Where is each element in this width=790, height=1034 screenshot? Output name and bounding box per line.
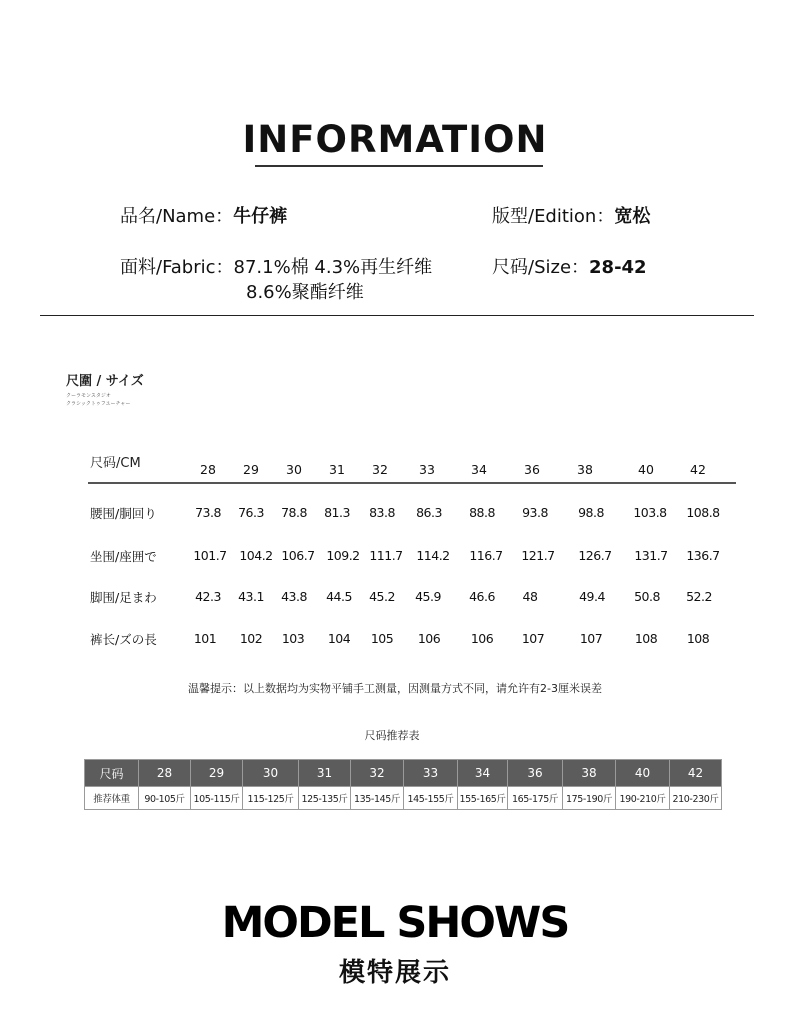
edition-value: 宽松	[614, 206, 651, 227]
recommend-weight: 125-135斤	[299, 787, 351, 810]
cell: 81.3	[324, 505, 350, 520]
recommend-weight: 210-230斤	[670, 787, 722, 810]
cell: 43.1	[238, 589, 264, 604]
cell: 103	[281, 631, 305, 646]
recommend-size-label: 尺码	[85, 760, 139, 787]
cell: 109.2	[326, 548, 360, 563]
recommend-weight: 90-105斤	[139, 787, 191, 810]
cell: 105	[370, 631, 394, 646]
cell: 101.7	[193, 548, 227, 563]
recommend-weight: 175-190斤	[563, 787, 616, 810]
size-col-29: 29	[243, 462, 259, 477]
recommend-size: 28	[139, 760, 191, 787]
recommend-weight: 145-155斤	[404, 787, 458, 810]
cell: 73.8	[195, 505, 221, 520]
size-col-38: 38	[577, 462, 593, 477]
recommend-size: 30	[243, 760, 299, 787]
recommend-size: 33	[404, 760, 458, 787]
product-size	[492, 253, 647, 279]
cell: 49.4	[579, 589, 605, 604]
cell: 111.7	[369, 548, 403, 563]
recommend-weight-row	[85, 787, 722, 810]
cell: 104	[327, 631, 351, 646]
cell: 78.8	[281, 505, 307, 520]
size-col-30: 30	[286, 462, 302, 477]
recommend-weight: 115-125斤	[243, 787, 299, 810]
cell: 107	[579, 631, 603, 646]
recommend-weight: 155-165斤	[458, 787, 508, 810]
cell: 108.8	[686, 505, 720, 520]
size-chart-jp-title: 尺圍 / サイズ	[66, 374, 144, 389]
size-col-34: 34	[471, 462, 487, 477]
page-title: INFORMATION	[242, 118, 548, 161]
cell: 83.8	[369, 505, 395, 520]
name-value: 牛仔裤	[233, 206, 288, 227]
cell: 121.7	[521, 548, 555, 563]
size-col-36: 36	[524, 462, 540, 477]
name-label: 品名/Name：	[120, 206, 234, 227]
fabric-label: 面料/Fabric：	[120, 257, 234, 278]
row-label-hip: 坐围/座囲で	[90, 549, 157, 564]
cell: 106	[470, 631, 494, 646]
cell: 52.2	[686, 589, 712, 604]
product-fabric	[120, 253, 432, 279]
measurement-tip: 温馨提示：以上数据均为实物平铺手工测量，因测量方式不同，请允许有2-3厘米误差	[188, 682, 602, 695]
recommend-title: 尺码推荐表	[364, 729, 420, 742]
cell: 108	[686, 631, 710, 646]
size-chart-jp-sub1: クーラモンスタジオ	[66, 393, 111, 399]
size-col-42: 42	[690, 462, 706, 477]
recommend-weight: 190-210斤	[616, 787, 670, 810]
cell: 98.8	[578, 505, 604, 520]
recommend-weight: 135-145斤	[351, 787, 404, 810]
cell: 42.3	[195, 589, 221, 604]
cell: 50.8	[634, 589, 660, 604]
size-chart-header-line	[88, 482, 736, 484]
cell: 136.7	[686, 548, 720, 563]
cell: 106	[417, 631, 441, 646]
cell: 107	[521, 631, 545, 646]
model-shows-title: MODEL SHOWS	[221, 898, 569, 948]
row-label-waist: 腰围/胴回り	[90, 506, 157, 521]
cell: 126.7	[578, 548, 612, 563]
cell: 131.7	[634, 548, 668, 563]
cell: 116.7	[469, 548, 503, 563]
recommend-weight: 165-175斤	[508, 787, 563, 810]
size-col-28: 28	[200, 462, 216, 477]
fabric-line2: 8.6%聚酯纤维	[246, 282, 364, 303]
cell: 93.8	[522, 505, 548, 520]
size-chart-jp-sub2: クラシックトゥフユーチャー	[66, 401, 131, 407]
cell: 48	[522, 589, 538, 604]
cell: 114.2	[416, 548, 450, 563]
section-divider	[40, 315, 754, 316]
size-chart-header-label: 尺码/CM	[90, 456, 141, 471]
recommend-size: 40	[616, 760, 670, 787]
model-shows-subtitle: 模特展示	[338, 958, 451, 988]
size-col-32: 32	[372, 462, 388, 477]
recommend-size: 36	[508, 760, 563, 787]
recommend-size: 34	[458, 760, 508, 787]
cell: 106.7	[281, 548, 315, 563]
cell: 104.2	[239, 548, 273, 563]
recommend-weight: 105-115斤	[191, 787, 243, 810]
size-value: 28-42	[589, 257, 647, 278]
cell: 103.8	[633, 505, 667, 520]
size-recommend-table	[84, 759, 722, 810]
fabric-line1: 87.1%棉 4.3%再生纤维	[233, 257, 433, 278]
title-underline	[255, 165, 543, 167]
cell: 43.8	[281, 589, 307, 604]
cell: 101	[193, 631, 217, 646]
cell: 76.3	[238, 505, 264, 520]
recommend-weight-label: 推荐体重	[85, 787, 139, 810]
edition-label: 版型/Edition：	[492, 206, 615, 227]
recommend-size: 29	[191, 760, 243, 787]
cell: 46.6	[469, 589, 495, 604]
row-label-leg-opening: 脚围/足まわ	[90, 590, 157, 605]
recommend-size: 38	[563, 760, 616, 787]
recommend-size: 31	[299, 760, 351, 787]
size-col-33: 33	[419, 462, 435, 477]
cell: 44.5	[326, 589, 352, 604]
cell: 45.9	[415, 589, 441, 604]
cell: 86.3	[416, 505, 442, 520]
cell: 45.2	[369, 589, 395, 604]
row-label-length: 裤长/ズの長	[90, 632, 157, 647]
recommend-size: 42	[670, 760, 722, 787]
product-name	[120, 202, 287, 228]
size-col-40: 40	[638, 462, 654, 477]
size-col-31: 31	[329, 462, 345, 477]
cell: 102	[239, 631, 263, 646]
cell: 88.8	[469, 505, 495, 520]
product-edition	[492, 202, 650, 228]
size-label: 尺码/Size：	[492, 257, 590, 278]
recommend-size: 32	[351, 760, 404, 787]
recommend-size-row	[85, 760, 722, 787]
cell: 108	[634, 631, 658, 646]
